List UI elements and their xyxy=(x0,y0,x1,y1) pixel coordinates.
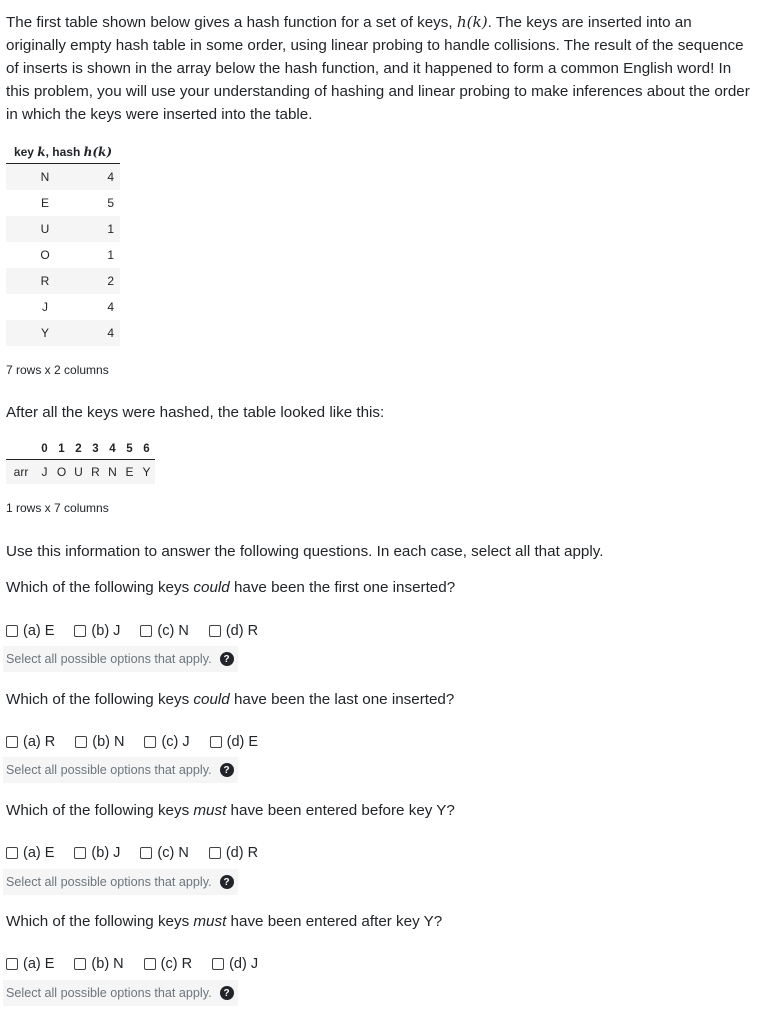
help-icon[interactable]: ? xyxy=(220,875,234,889)
question-3-hint xyxy=(3,869,238,895)
array-header-cell: 5 xyxy=(121,439,138,460)
key-cell: J xyxy=(42,300,48,314)
array-header-cell: 1 xyxy=(53,439,70,460)
question-3-option-c[interactable] xyxy=(140,845,188,861)
option-label: (d) E xyxy=(226,734,259,750)
question-3-text xyxy=(6,801,455,821)
question-3-option-a[interactable] xyxy=(6,845,54,861)
question-4-pre: Which of the following keys xyxy=(6,913,194,930)
option-label: (b) N xyxy=(91,956,124,972)
key-cell: E xyxy=(40,196,49,210)
checkbox[interactable] xyxy=(140,847,152,859)
question-4-hint xyxy=(3,980,238,1006)
hash-cell: 4 xyxy=(84,320,120,346)
checkbox[interactable] xyxy=(209,847,221,859)
array-cell: E xyxy=(121,460,138,485)
key-cell: R xyxy=(6,268,84,294)
array-row-label: arr xyxy=(6,460,36,485)
option-label: (d) R xyxy=(225,845,259,861)
array-row xyxy=(6,460,155,485)
question-1-options xyxy=(6,621,278,641)
array-cell: N xyxy=(104,460,121,485)
hash-table-header xyxy=(6,140,120,164)
question-1-hint xyxy=(3,646,238,672)
question-3-option-b[interactable] xyxy=(74,845,120,861)
checkbox[interactable] xyxy=(144,958,156,970)
question-1-text xyxy=(6,578,455,598)
question-2-option-c[interactable] xyxy=(144,734,189,750)
hint-text: Select all possible options that apply. xyxy=(6,763,212,777)
checkbox[interactable] xyxy=(75,736,87,748)
question-4-options xyxy=(6,954,278,974)
header-key-math: k xyxy=(37,144,46,159)
question-1-option-c[interactable] xyxy=(140,623,188,639)
hint-text: Select all possible options that apply. xyxy=(6,652,212,666)
table-row xyxy=(6,164,120,191)
question-1-post: have been the first one inserted? xyxy=(229,579,456,596)
array-table xyxy=(6,439,155,484)
hash-table-header-row xyxy=(6,140,120,164)
question-1-option-a[interactable] xyxy=(6,623,54,639)
option-label: (c) R xyxy=(160,956,193,972)
option-label: (a) E xyxy=(23,956,55,972)
question-3-emphasis: must xyxy=(193,802,227,819)
question-2-options xyxy=(6,732,278,752)
intro-math-hk: h(k) xyxy=(456,13,488,31)
question-4-option-b[interactable] xyxy=(74,956,123,972)
array-cell: U xyxy=(70,460,87,485)
hash-cell: 1 xyxy=(84,216,120,242)
header-hash-label: , hash xyxy=(45,144,84,159)
table-row xyxy=(6,268,120,294)
checkbox[interactable] xyxy=(209,625,221,637)
table-row xyxy=(6,242,120,268)
table-row xyxy=(6,190,120,216)
array-header-cell: 3 xyxy=(87,439,104,460)
option-label: (c) J xyxy=(161,734,190,750)
question-1-emphasis: could xyxy=(193,579,230,596)
checkbox[interactable] xyxy=(6,847,18,859)
key-cell: Y xyxy=(6,320,84,346)
question-4-option-a[interactable] xyxy=(6,956,54,972)
checkbox[interactable] xyxy=(140,625,152,637)
question-4-text xyxy=(6,912,442,932)
intro-text-1: The first table shown below gives a hash function for a set of keys, xyxy=(6,14,457,31)
key-cell: N xyxy=(6,164,84,191)
question-3-options xyxy=(6,843,278,863)
question-1-option-d[interactable] xyxy=(209,623,258,639)
question-3-option-d[interactable] xyxy=(209,845,258,861)
hash-cell: 2 xyxy=(84,268,120,294)
question-2-text xyxy=(6,690,454,710)
intro-text-2: . The keys are inserted into an originally empty hash table in some order, using linear probing to handle collisions. The result of the sequence of inserts is shown in the array below the hash function, and it happened to form a common English word! In this problem, you will use your understanding of hashing and linear probing to make inferences about the order in which the keys were inserted into the table. xyxy=(6,14,750,123)
hash-cell: 4 xyxy=(84,164,120,191)
checkbox[interactable] xyxy=(6,625,18,637)
question-2-pre: Which of the following keys xyxy=(6,691,194,708)
checkbox[interactable] xyxy=(74,958,86,970)
option-label: (b) J xyxy=(91,845,121,861)
question-2-option-a[interactable] xyxy=(6,734,55,750)
instructions-text: Use this information to answer the following questions. In each case, select all that apply. xyxy=(6,543,604,560)
checkbox[interactable] xyxy=(210,736,222,748)
array-header-row xyxy=(6,439,155,460)
checkbox[interactable] xyxy=(212,958,224,970)
hash-cell: 5 xyxy=(107,196,114,210)
question-2-emphasis: could xyxy=(193,691,230,708)
question-1-pre: Which of the following keys xyxy=(6,579,194,596)
array-header-cell: 0 xyxy=(36,439,53,460)
option-label: (a) E xyxy=(23,623,55,639)
array-cell: Y xyxy=(138,460,155,485)
array-table-dims: 1 rows x 7 columns xyxy=(6,501,109,515)
question-2-option-b[interactable] xyxy=(75,734,124,750)
checkbox[interactable] xyxy=(74,847,86,859)
key-cell: O xyxy=(40,248,50,262)
header-key-label: key xyxy=(13,144,38,159)
question-1-option-b[interactable] xyxy=(74,623,120,639)
table-row xyxy=(6,320,120,346)
hash-function-table xyxy=(6,140,120,346)
question-3-pre: Which of the following keys xyxy=(6,802,194,819)
header-hash-math: h(k) xyxy=(83,144,113,159)
option-label: (c) N xyxy=(157,845,189,861)
question-4-option-c[interactable] xyxy=(144,956,192,972)
array-cell: J xyxy=(36,460,53,485)
option-label: (b) J xyxy=(91,623,121,639)
hint-text: Select all possible options that apply. xyxy=(6,875,212,889)
option-label: (c) N xyxy=(157,623,189,639)
question-4-option-d[interactable] xyxy=(212,956,258,972)
hash-cell: 1 xyxy=(107,248,114,262)
option-label: (d) R xyxy=(225,623,259,639)
question-2-post: have been the last one inserted? xyxy=(229,691,455,708)
help-icon[interactable]: ? xyxy=(220,652,234,666)
option-label: (d) J xyxy=(229,956,259,972)
hash-cell: 4 xyxy=(107,300,114,314)
array-header-blank xyxy=(6,439,36,460)
checkbox[interactable] xyxy=(6,736,18,748)
array-cell: R xyxy=(87,460,104,485)
question-4-emphasis: must xyxy=(193,913,227,930)
question-3-post: have been entered before key Y? xyxy=(226,802,455,819)
checkbox[interactable] xyxy=(74,625,86,637)
question-4-post: have been entered after key Y? xyxy=(226,913,443,930)
option-label: (a) E xyxy=(23,845,55,861)
option-label: (b) N xyxy=(92,734,125,750)
help-icon[interactable]: ? xyxy=(220,986,234,1000)
hash-table-dims: 7 rows x 2 columns xyxy=(6,363,109,377)
array-header-cell: 6 xyxy=(138,439,155,460)
hint-text: Select all possible options that apply. xyxy=(6,986,212,1000)
table-row xyxy=(6,294,120,320)
checkbox[interactable] xyxy=(144,736,156,748)
question-2-hint xyxy=(3,757,238,783)
array-header-cell: 4 xyxy=(104,439,121,460)
table-row xyxy=(6,216,120,242)
intro-paragraph xyxy=(6,11,751,126)
option-label: (a) R xyxy=(23,734,56,750)
key-cell: U xyxy=(6,216,84,242)
question-2-option-d[interactable] xyxy=(210,734,258,750)
array-cell: O xyxy=(53,460,70,485)
checkbox[interactable] xyxy=(6,958,18,970)
after-hash-text: After all the keys were hashed, the table looked like this: xyxy=(6,404,385,421)
help-icon[interactable]: ? xyxy=(220,763,234,777)
array-header-cell: 2 xyxy=(70,439,87,460)
